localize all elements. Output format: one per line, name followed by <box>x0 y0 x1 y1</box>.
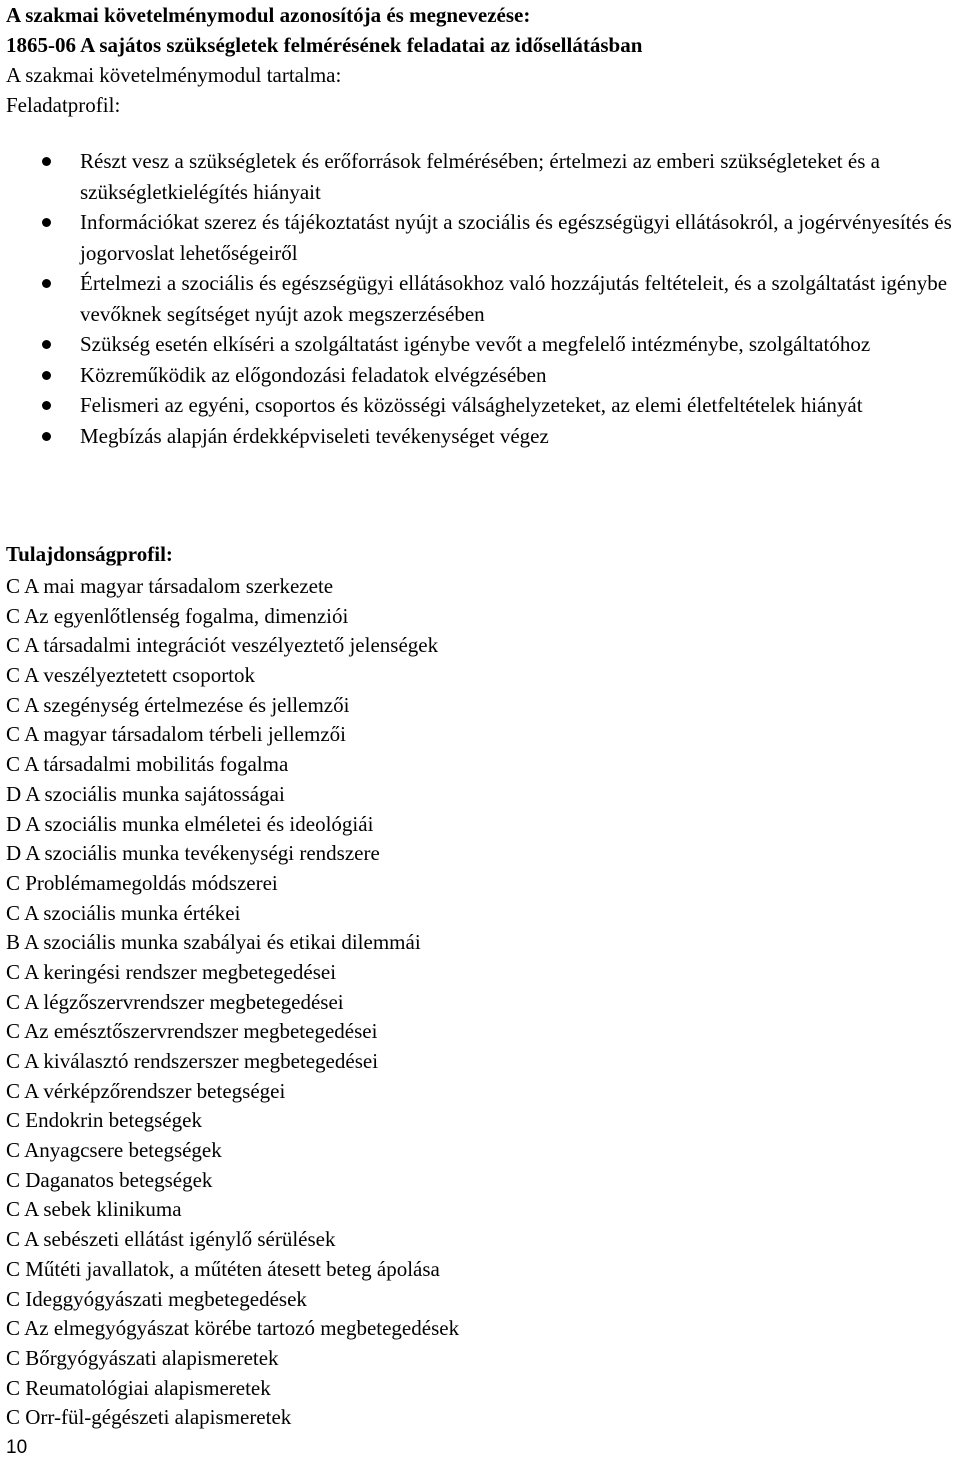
tulajdonsagprofil-item: D A szociális munka sajátosságai <box>6 781 285 806</box>
tulajdonsagprofil-item: C A társadalmi integrációt veszélyeztető jelenségek <box>6 633 439 658</box>
feladatprofil-item-text: Értelmezi a szociális és egészségügyi ellátásokhoz való hozzájutás feltételeit, és a szolgáltatást igénybe vevőknek segítséget nyújt azok megszerzésében <box>80 271 948 326</box>
tulajdonsagprofil-item: C A sebek klinikuma <box>6 1197 182 1222</box>
bullet-icon <box>42 218 51 227</box>
feladatprofil-item-text: Felismeri az egyéni, csoportos és közösségi válsághelyzeteket, az elemi életfeltételek hiányát <box>80 393 863 417</box>
tulajdonsagprofil-item: C A kiválasztó rendszerszer megbetegedései <box>6 1049 379 1073</box>
tulajdonsagprofil-item: C A társadalmi mobilitás fogalma <box>6 752 289 777</box>
feladatprofil-item <box>0 360 960 391</box>
feladatprofil-item-text: Információkat szerez és tájékoztatást nyújt a szociális és egészségügyi ellátásokról, a jogérvényesítés és jogorvoslat lehetőségeiről <box>80 210 952 265</box>
bullet-icon <box>42 371 51 380</box>
feladatprofil-item <box>0 268 960 329</box>
feladatprofil-item <box>0 390 960 421</box>
tulajdonsagprofil-item: C A keringési rendszer megbetegedései <box>6 959 337 984</box>
module-content-label: A szakmai követelménymodul tartalma: <box>6 63 342 87</box>
tulajdonsagprofil-item: D A szociális munka tevékenységi rendszere <box>6 841 380 866</box>
tulajdonsagprofil-title: Tulajdonságprofil: <box>6 542 173 566</box>
feladatprofil-list <box>0 146 960 451</box>
feladatprofil-item <box>0 421 960 452</box>
feladatprofil-item <box>0 146 960 207</box>
tulajdonsagprofil-item: C A szociális munka értékei <box>6 900 241 925</box>
tulajdonsagprofil-item: D A szociális munka elméletei és ideológiái <box>6 811 374 836</box>
tulajdonsagprofil-item: C Műtéti javallatok, a műtéten átesett beteg ápolása <box>6 1256 440 1281</box>
tulajdonsagprofil-item: C A magyar társadalom térbeli jellemzői <box>6 722 346 747</box>
feladatprofil-item-text: Szükség esetén elkíséri a szolgáltatást igénybe vevőt a megfelelő intézménybe, szolgáltatóhoz <box>80 332 871 356</box>
tulajdonsagprofil-item: C Reumatológiai alapismeretek <box>6 1375 271 1400</box>
feladatprofil-item-text: Megbízás alapján érdekképviseleti tevékenységet végez <box>80 423 549 448</box>
tulajdonsagprofil-item: C Az emésztőszervrendszer megbetegedései <box>6 1019 378 1044</box>
tulajdonsagprofil-item: C Ideggyógyászati megbetegedések <box>6 1286 307 1311</box>
feladatprofil-label: Feladatprofil: <box>6 93 121 117</box>
document-header <box>6 0 956 120</box>
tulajdonsagprofil-item: C Problémamegoldás módszerei <box>6 870 278 895</box>
bullet-icon <box>42 401 51 410</box>
tulajdonsagprofil-item: C Bőrgyógyászati alapismeretek <box>6 1345 279 1370</box>
tulajdonsagprofil-item: C Anyagcsere betegségek <box>6 1138 222 1163</box>
tulajdonsagprofil-item: C Endokrin betegségek <box>6 1108 202 1133</box>
tulajdonsagprofil-item: C A mai magyar társadalom szerkezete <box>6 574 334 598</box>
page-number: 10 <box>6 1437 28 1458</box>
module-title: 1865-06 A sajátos szükségletek felmérésének feladatai az idősellátásban <box>6 33 643 57</box>
bullet-icon <box>42 432 51 441</box>
tulajdonsagprofil-item: C Az egyenlőtlenség fogalma, dimenziói <box>6 603 349 628</box>
tulajdonsagprofil-item: C Orr-fül-gégészeti alapismeretek <box>6 1405 292 1430</box>
tulajdonsagprofil-item: C A légzőszervrendszer megbetegedései <box>6 989 344 1014</box>
tulajdonsagprofil-item: C Az elmegyógyászat körébe tartozó megbetegedések <box>6 1316 460 1341</box>
tulajdonsagprofil-item: C A vérképzőrendszer betegségei <box>6 1078 286 1103</box>
bullet-icon <box>42 157 51 166</box>
module-id-heading: A szakmai követelménymodul azonosítója és megnevezése: <box>6 3 531 27</box>
bullet-icon <box>42 279 51 288</box>
feladatprofil-item-text: Részt vesz a szükségletek és erőforrások felmérésében; értelmezi az emberi szükségleteket és a szükségletkielégítés hiányait <box>80 149 880 204</box>
tulajdonsagprofil-item: B A szociális munka szabályai és etikai dilemmái <box>6 930 421 955</box>
feladatprofil-item-text: Közreműködik az előgondozási feladatok elvégzésében <box>80 362 547 387</box>
tulajdonsagprofil-item: C A sebészeti ellátást igénylő sérülések <box>6 1227 336 1252</box>
feladatprofil-item <box>0 329 960 360</box>
feladatprofil-item <box>0 207 960 268</box>
tulajdonsagprofil-item: C A veszélyeztetett csoportok <box>6 663 256 688</box>
tulajdonsagprofil-item: C A szegénység értelmezése és jellemzői <box>6 692 350 717</box>
tulajdonsagprofil-item: C Daganatos betegségek <box>6 1167 213 1192</box>
tulajdonsagprofil-list <box>6 572 459 1433</box>
bullet-icon <box>42 340 51 349</box>
